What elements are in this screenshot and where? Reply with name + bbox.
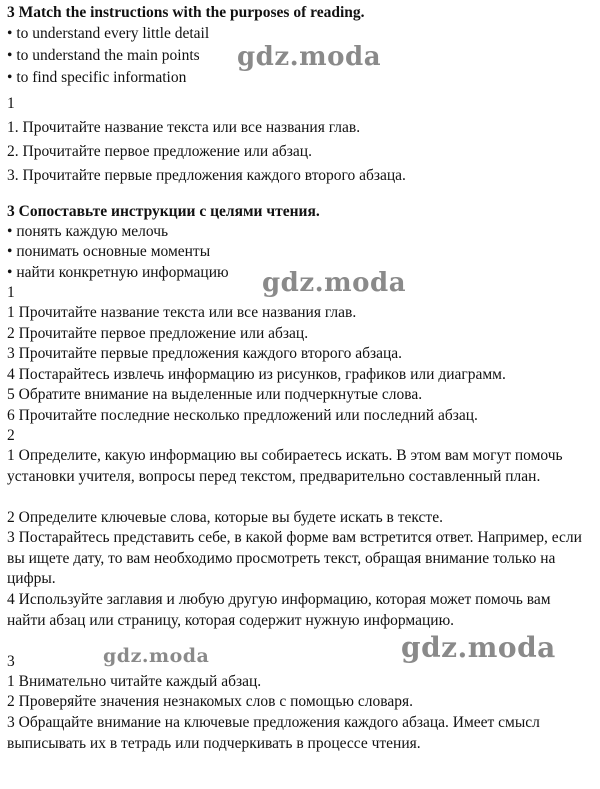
instruction-item: 3 Постарайтесь представить себе, в какой форме вам встретится ответ. Например, если вы ищете дату, то вам необходимо просмотреть текст, обращая внимание только на цифры. (7, 529, 582, 587)
group-number: 1 (7, 284, 15, 301)
instruction-item: 5 Обратите внимание на выделенные или подчеркнутые слова. (7, 386, 423, 403)
instruction-item: 4 Постарайтесь извлечь информацию из рисунков, графиков или диаграмм. (7, 366, 506, 383)
instruction-item-en: 3. Прочитайте первые предложения каждого второго абзаца. (7, 167, 406, 184)
instruction-item: 2 Прочитайте первое предложение или абзац. (7, 325, 309, 342)
instruction-item-en: 1. Прочитайте название текста или все названия глав. (7, 119, 361, 136)
exercise-title-ru: 3 Сопоставьте инструкции с целями чтения. (7, 203, 320, 220)
group-number-en: 1 (7, 95, 15, 112)
instruction-item: 1 Прочитайте название текста или все названия глав. (7, 304, 357, 321)
instruction-item-en: 2. Прочитайте первое предложение или абзац. (7, 143, 312, 160)
instruction-item: 3 Обращайте внимание на ключевые предложения каждого абзаца. Имеет смысл выписывать их в тетрадь или подчеркивать в процессе чтения. (7, 714, 540, 752)
watermark: gdz.moda (262, 268, 407, 298)
purpose-item-en: • to understand the main points (7, 46, 592, 67)
watermark: gdz.moda (401, 631, 556, 664)
instruction-item: 1 Внимательно читайте каждый абзац. (7, 673, 262, 690)
purpose-item-en: • to understand every little detail (7, 24, 592, 45)
purpose-item-en: • to find specific information (7, 68, 592, 89)
instruction-item: 3 Прочитайте первые предложения каждого второго абзаца. (7, 345, 403, 362)
group-number: 3 (7, 653, 15, 670)
purpose-item-ru: • понимать основные моменты (7, 242, 592, 263)
watermark: gdz.moda (237, 42, 382, 72)
purpose-item-ru: • найти конкретную информацию (7, 263, 592, 284)
group-number: 2 (7, 427, 15, 444)
purpose-item-ru: • понять каждую мелочь (7, 222, 592, 243)
watermark: gdz.moda (103, 645, 210, 667)
instruction-item: 2 Проверяйте значения незнакомых слов с помощью словаря. (7, 693, 413, 710)
instruction-item: 2 Определите ключевые слова, которые вы будете искать в тексте. (7, 509, 443, 526)
exercise-title-en: 3 Match the instructions with the purposes of reading. (7, 4, 365, 21)
instruction-item: 4 Используйте заглавия и любую другую информацию, которая может помочь вам найти абзац или страницу, которая содержит нужную информацию. (7, 591, 551, 629)
instruction-item: 1 Определите, какую информацию вы собираетесь искать. В этом вам могут помочь установки учителя, вопросы перед текстом, предварительно составленный план. (7, 447, 563, 485)
instruction-item: 6 Прочитайте последние несколько предложений или последний абзац. (7, 407, 478, 424)
